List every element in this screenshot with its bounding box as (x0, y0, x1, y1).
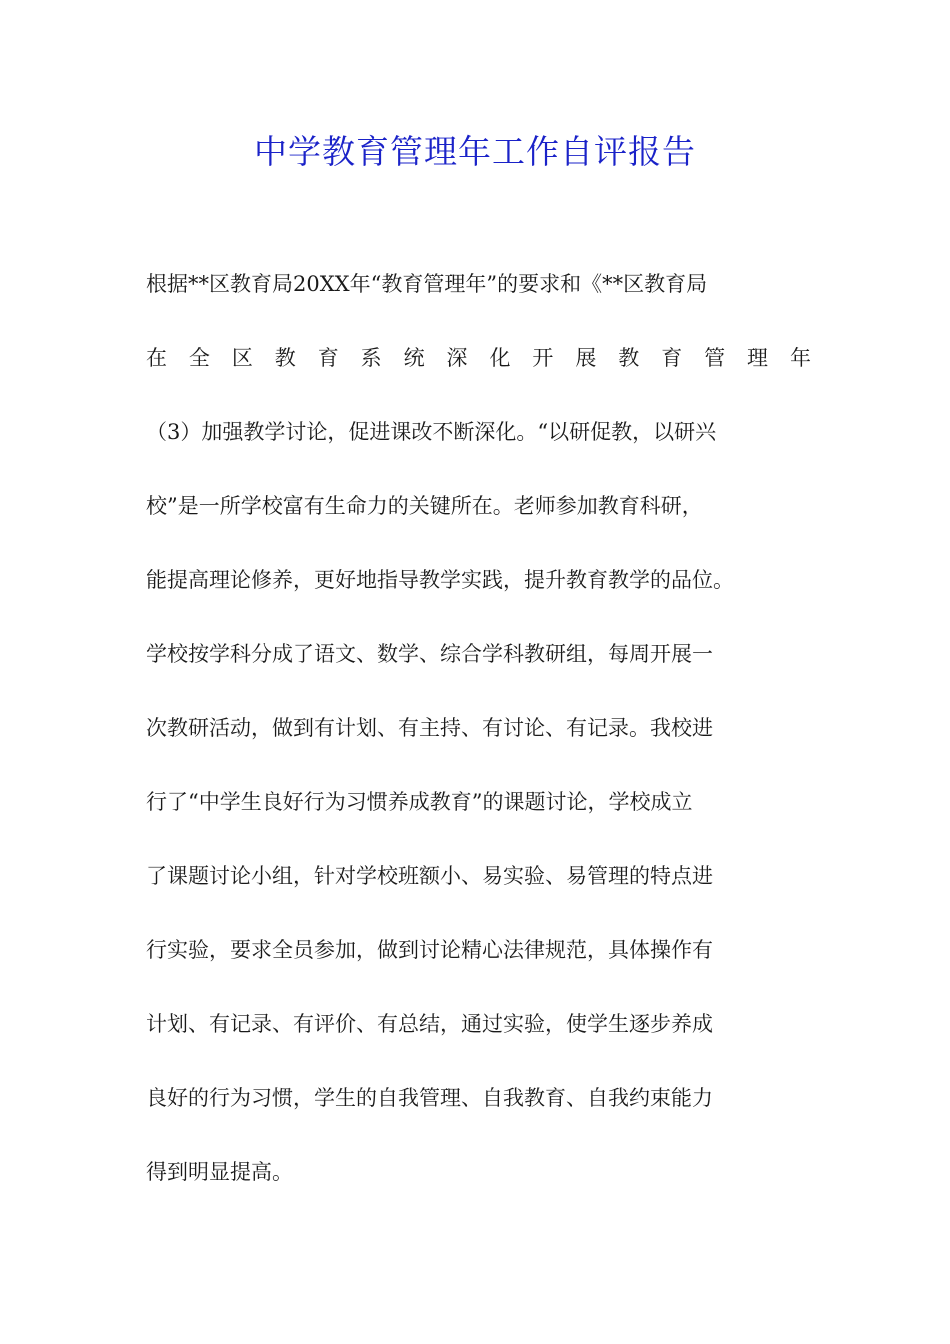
document-title: 中学教育管理年工作自评报告 (254, 132, 696, 171)
body-line: 在 全 区 教 育 系 统 深 化 开 展 教 育 管 理 年 (146, 346, 811, 370)
body-line: 校”是一所学校富有生命力的关键所在。老师参加教育科研， (146, 494, 703, 518)
body-line: 根据**区教育局20XX年“教育管理年”的要求和《**区教育局 (146, 272, 708, 296)
body-line: 计划、有记录、有评价、有总结，通过实验，使学生逐步养成 (146, 1012, 713, 1036)
body-line: 次教研活动，做到有计划、有主持、有讨论、有记录。我校进 (146, 716, 713, 740)
body-line: 行了“中学生良好行为习惯养成教育”的课题讨论，学校成立 (146, 790, 693, 814)
body-line: 良好的行为习惯，学生的自我管理、自我教育、自我约束能力 (146, 1086, 713, 1110)
body-line: 得到明显提高。 (146, 1160, 293, 1184)
body-line: 行实验，要求全员参加，做到讨论精心法律规范，具体操作有 (146, 938, 713, 962)
body-line: 能提高理论修养，更好地指导教学实践，提升教育教学的品位。 (146, 568, 734, 592)
body-line: （3）加强教学讨论，促进课改不断深化。“以研促教，以研兴 (146, 420, 717, 444)
document-body (146, 264, 811, 1226)
body-line: 学校按学科分成了语文、数学、综合学科教研组，每周开展一 (146, 642, 713, 666)
body-line: 了课题讨论小组，针对学校班额小、易实验、易管理的特点进 (146, 864, 713, 888)
